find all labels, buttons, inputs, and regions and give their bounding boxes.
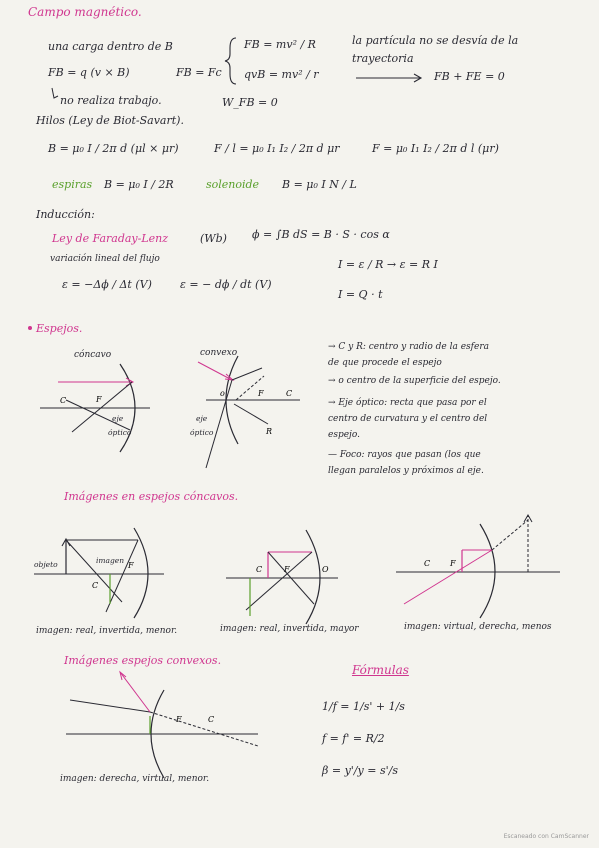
carga-sys1: FB = mv² / R bbox=[244, 38, 316, 51]
imagen-label: imagen bbox=[96, 556, 125, 565]
carga-sys2: qvB = mv² / r bbox=[244, 68, 319, 81]
svg-text:F: F bbox=[96, 395, 102, 404]
formula-aumento: β = y'/y = s'/s bbox=[322, 764, 398, 777]
svg-text:C: C bbox=[208, 715, 215, 724]
espejos-note-5: centro de curvatura y el centro del bbox=[328, 414, 488, 424]
espiras-label: espiras bbox=[52, 178, 93, 191]
espejos-note-7: — Foco: rayos que pasan (los que bbox=[328, 450, 481, 460]
particula-line2: trayectoria bbox=[352, 52, 414, 65]
formula-focal: f = f' = R/2 bbox=[322, 732, 385, 745]
svg-text:F: F bbox=[450, 559, 456, 568]
svg-text:F: F bbox=[176, 715, 182, 724]
svg-text:F: F bbox=[284, 565, 290, 574]
espejos-note-1: → C y R: centro y radio de la esfera bbox=[328, 342, 489, 352]
convexo-caption: imagen: derecha, virtual, menor. bbox=[60, 774, 210, 784]
espejos-header: Espejos. bbox=[36, 322, 83, 335]
objeto-label: objeto bbox=[34, 560, 58, 569]
imagenes-concavos-header: Imágenes en espejos cóncavos. bbox=[64, 490, 239, 503]
fem-instantanea: ε = − dϕ / dt (V) bbox=[180, 278, 272, 291]
solenoide-formula: B = μ₀ I N / L bbox=[282, 178, 357, 191]
faraday-label: Ley de Faraday-Lenz bbox=[52, 232, 169, 245]
svg-text:C: C bbox=[256, 565, 263, 574]
formulas-header: Fórmulas bbox=[352, 663, 409, 677]
concavo-caption-1: imagen: real, invertida, menor. bbox=[36, 626, 178, 636]
espejos-note-3: → o centro de la superficie del espejo. bbox=[328, 376, 501, 386]
concavo-label: cóncavo bbox=[74, 350, 112, 360]
concavo-caption-3: imagen: virtual, derecha, menos bbox=[404, 622, 552, 632]
carga-intro: una carga dentro de B bbox=[48, 40, 173, 53]
hilos-fl: F / l = μ₀ I₁ I₂ / 2π d μr bbox=[214, 142, 340, 155]
convexo-label: convexo bbox=[200, 348, 238, 358]
hilos-header: Hilos (Ley de Biot-Savart). bbox=[36, 114, 184, 127]
svg-text:F: F bbox=[128, 561, 134, 570]
concavo-eje: eje bbox=[112, 414, 124, 423]
carga-fb: FB = q (v × B) bbox=[48, 66, 130, 79]
svg-text:C: C bbox=[424, 559, 431, 568]
svg-text:C: C bbox=[286, 389, 293, 398]
scanner-watermark: Escaneado con CamScanner bbox=[503, 833, 589, 840]
ley-ohm: I = ε / R → ε = R I bbox=[338, 258, 438, 271]
espejos-note-2: de que procede el espejo bbox=[328, 358, 442, 368]
flujo-formula: ϕ = ∫B dS = B · S · cos α bbox=[252, 228, 390, 241]
carga-wfb: W_FB = 0 bbox=[222, 96, 278, 109]
particula-line1: la partícula no se desvía de la bbox=[352, 34, 519, 47]
convexo-optico: óptico bbox=[190, 428, 214, 437]
carga-suma: FB + FE = 0 bbox=[434, 70, 505, 83]
variacion-flujo: variación lineal del flujo bbox=[50, 254, 160, 264]
svg-text:o: o bbox=[220, 389, 225, 398]
formula-lentes: 1/f = 1/s' + 1/s bbox=[322, 700, 405, 713]
imagenes-convexos-header: Imágenes espejos convexos. bbox=[64, 654, 222, 667]
svg-text:O: O bbox=[322, 565, 329, 574]
page-title: Campo magnético. bbox=[28, 5, 142, 19]
concavo-caption-2: imagen: real, invertida, mayor bbox=[220, 624, 359, 634]
faraday-wb: (Wb) bbox=[200, 232, 227, 245]
hilos-f: F = μ₀ I₁ I₂ / 2π d l (μr) bbox=[372, 142, 499, 155]
carga-corriente: I = Q · t bbox=[338, 288, 383, 301]
induccion-header: Inducción: bbox=[36, 208, 95, 221]
carga-fbfc: FB = Fc bbox=[176, 66, 222, 79]
carga-trabajo: no realiza trabajo. bbox=[60, 94, 162, 107]
espejos-note-8: llegan paralelos y próximos al eje. bbox=[328, 466, 484, 476]
fem-media: ε = −Δϕ / Δt (V) bbox=[62, 278, 152, 291]
solenoide-label: solenoide bbox=[206, 178, 260, 191]
svg-text:R: R bbox=[266, 427, 273, 436]
convexo-eje: eje bbox=[196, 414, 208, 423]
svg-text:F: F bbox=[258, 389, 264, 398]
svg-text:C: C bbox=[92, 581, 99, 590]
hilos-b: B = μ₀ I / 2π d (μl × μr) bbox=[48, 142, 179, 155]
svg-text:C: C bbox=[60, 396, 67, 405]
concavo-optico: óptico bbox=[108, 428, 132, 437]
espejos-note-4: → Eje óptico: recta que pasa por el bbox=[328, 398, 487, 408]
espejos-note-6: espejo. bbox=[328, 430, 360, 440]
espiras-formula: B = μ₀ I / 2R bbox=[104, 178, 174, 191]
